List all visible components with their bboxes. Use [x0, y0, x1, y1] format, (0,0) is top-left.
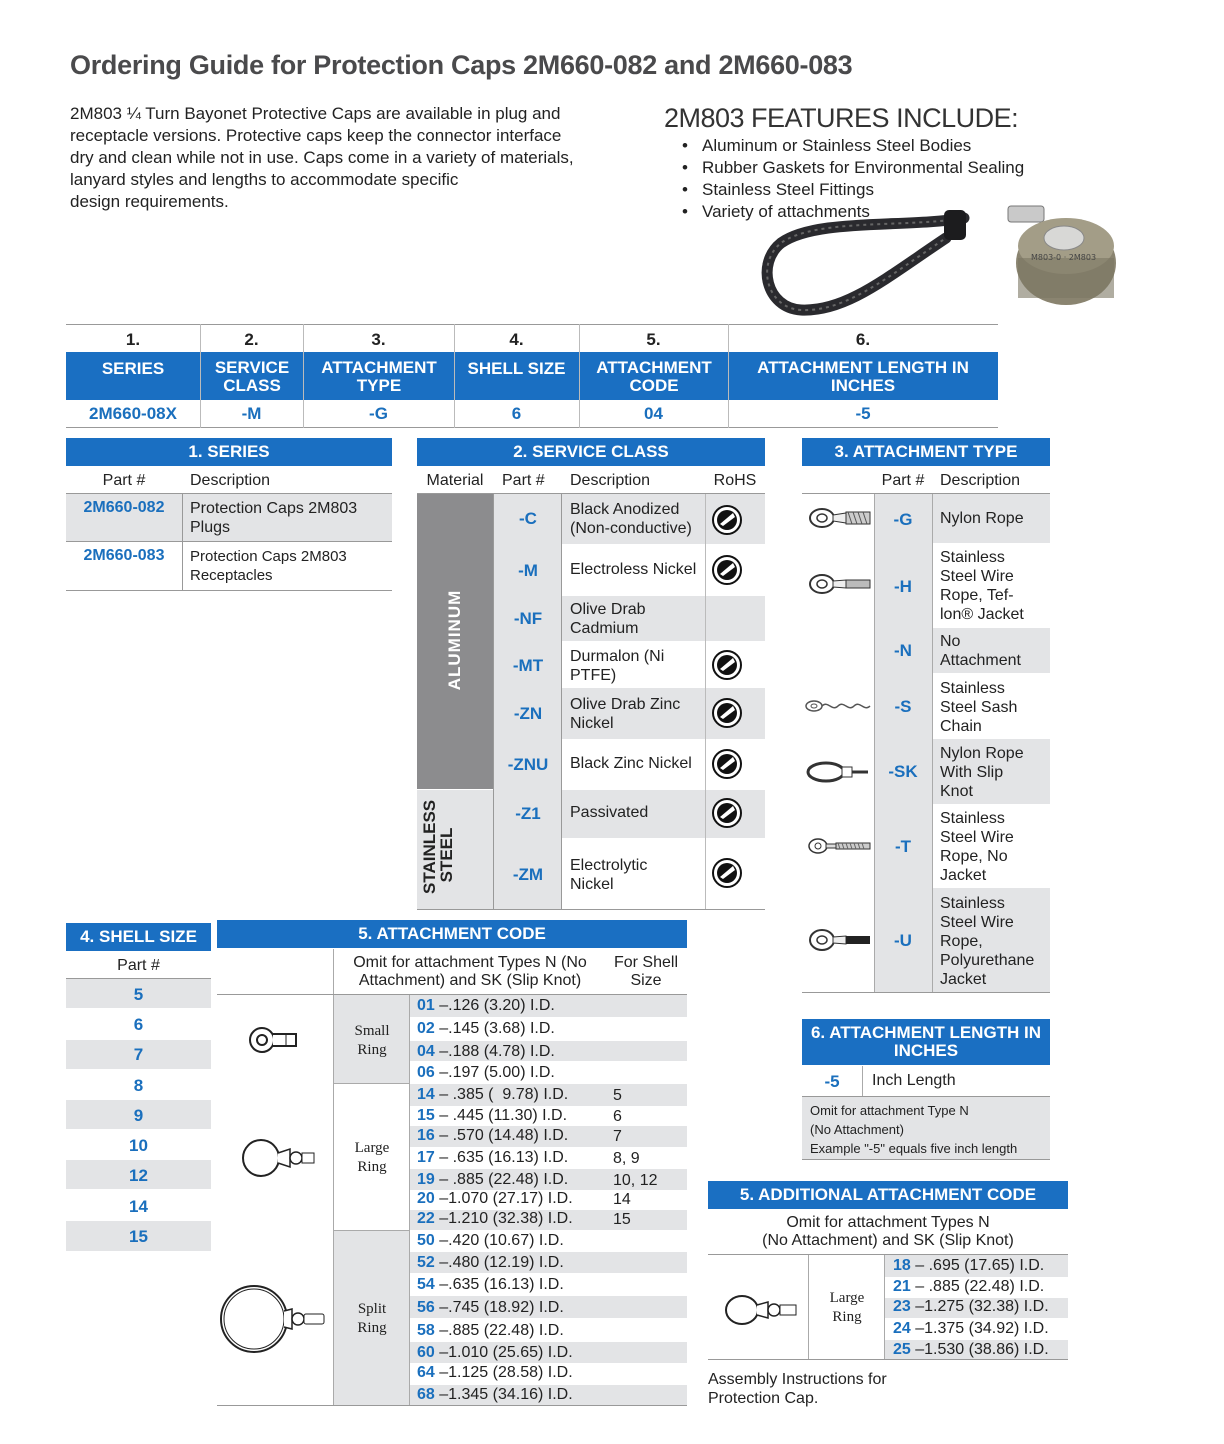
split-ring-label: Split Ring: [357, 1301, 387, 1336]
addl-row: 25 –1.530 (38.86) I.D.: [893, 1341, 1049, 1358]
attachment-code-header: 5. ATTACHMENT CODE: [217, 920, 687, 948]
service-desc: Durmalon (Ni PTFE): [570, 648, 665, 684]
acode-row: 04 –.188 (4.78) I.D.: [417, 1043, 555, 1060]
shell-size-header: 4. SHELL SIZE: [66, 923, 211, 951]
alen-note: Omit for attachment Type N (No Attachment) Example "-5" equals five inch length: [810, 1103, 1018, 1156]
service-class-header: 2. SERVICE CLASS: [417, 438, 765, 466]
addl-row: 24 –1.375 (34.92) I.D.: [893, 1320, 1049, 1337]
slip-knot-icon: [804, 760, 870, 784]
shell-size-item: 14: [129, 1197, 148, 1216]
atype-desc: Stainless Steel Wire Rope, No Jacket: [940, 810, 1014, 884]
protection-cap-image: [756, 198, 1116, 328]
material-aluminum: ALUMINUM: [445, 589, 464, 691]
service-col-material: Material: [426, 472, 484, 489]
atype-part: -SK: [888, 762, 918, 781]
acode-shell: 10, 12: [613, 1172, 658, 1189]
alen-code: -5: [824, 1072, 840, 1091]
rohs-icon: [711, 697, 743, 729]
order-num: 4.: [509, 330, 524, 349]
acode-row: 56 –.745 (18.92) I.D.: [417, 1299, 564, 1316]
order-label: SERIES: [101, 359, 165, 378]
order-value: 6: [511, 404, 522, 423]
material-stainless: STAINLESS STEEL: [420, 799, 456, 894]
attachment-length-header: 6. ATTACHMENT LENGTH IN INCHES: [802, 1019, 1050, 1065]
series-desc: Protection Caps 2M803 Plugs: [190, 500, 358, 536]
feature-item: • Aluminum or Stainless Steel Bodies: [682, 136, 972, 155]
acode-omit: Omit for attachment Types N (No Attachment) and SK (Slip Knot): [353, 954, 587, 989]
large-ring-label: Large Ring: [354, 1140, 390, 1175]
order-num: 2.: [244, 330, 259, 349]
service-part: -Z1: [515, 804, 541, 823]
service-desc: Olive Drab Cadmium: [570, 601, 646, 637]
order-num: 3.: [371, 330, 386, 349]
order-value: 2M660-08X: [89, 404, 177, 423]
order-label: ATTACHMENT CODE: [596, 358, 712, 395]
order-value: 04: [644, 404, 663, 423]
acode-shell: 7: [613, 1128, 622, 1145]
rohs-icon: [711, 554, 743, 586]
shell-size-item: 12: [129, 1166, 148, 1185]
addl-row: 18 – .695 (17.65) I.D.: [893, 1257, 1045, 1274]
acode-row: 01 –.126 (3.20) I.D.: [417, 997, 555, 1014]
service-col-part: Part #: [502, 472, 545, 489]
rohs-icon: [711, 748, 743, 780]
order-value: -M: [241, 404, 262, 423]
wire-rope-teflon-icon: [806, 572, 872, 596]
service-desc: Olive Drab Zinc Nickel: [570, 696, 681, 732]
acode-row: 50 –.420 (10.67) I.D.: [417, 1232, 564, 1249]
order-num: 1.: [125, 330, 141, 349]
acode-shell: 6: [613, 1108, 622, 1125]
addl-omit: Omit for attachment Types N (No Attachment) and SK (Slip Knot): [762, 1214, 1014, 1249]
acode-shell: 14: [613, 1191, 631, 1208]
sash-chain-icon: [804, 696, 874, 716]
acode-shell: 15: [613, 1211, 631, 1228]
atype-desc: Stainless Steel Wire Rope, Tef-lon® Jacket: [940, 549, 1024, 623]
small-ring-icon: [248, 1025, 300, 1055]
feature-item: • Variety of attachments: [682, 202, 870, 221]
atype-part: -U: [894, 931, 912, 950]
large-ring-icon: [722, 1292, 800, 1328]
atype-desc: Stainless Steel Wire Rope, Polyurethane Jacket: [940, 895, 1035, 988]
order-label: ATTACHMENT LENGTH IN INCHES: [757, 358, 969, 395]
series-header: 1. SERIES: [66, 438, 392, 466]
page-title: Ordering Guide for Protection Caps 2M660-082 and 2M660-083: [70, 50, 853, 80]
acode-row: 14 – .385 ( 9.78) I.D.: [417, 1086, 569, 1103]
series-part: 2M660-082: [83, 499, 165, 516]
acode-row: 15 – .445 (11.30) I.D.: [417, 1107, 568, 1124]
atype-part: -G: [893, 510, 913, 529]
atype-desc: Nylon Rope With Slip Knot: [940, 745, 1024, 800]
shell-size-item: 10: [129, 1136, 148, 1155]
rohs-icon: [711, 797, 743, 829]
series-col-desc: Description: [190, 472, 271, 489]
shell-size-item: 6: [133, 1015, 144, 1034]
service-part: -ZN: [513, 704, 543, 723]
atype-desc: No Attachment: [940, 633, 1021, 669]
atype-col-part: Part #: [881, 472, 925, 489]
rohs-icon: [711, 649, 743, 681]
large-ring-icon: [240, 1137, 318, 1179]
acode-row: 58 –.885 (22.48) I.D.: [417, 1322, 564, 1339]
acode-shell: 5: [613, 1087, 622, 1104]
features-heading: 2M803 FEATURES INCLUDE:: [664, 103, 1019, 133]
service-col-desc: Description: [570, 472, 651, 489]
acode-shell-col: For Shell Size: [613, 954, 679, 989]
feature-item: • Stainless Steel Fittings: [682, 180, 874, 199]
service-desc: Electroless Nickel: [570, 561, 697, 578]
acode-row: 60 –1.010 (25.65) I.D.: [417, 1344, 573, 1361]
addl-row: 23 –1.275 (32.38) I.D.: [893, 1298, 1049, 1315]
order-value: -5: [855, 404, 871, 423]
wire-rope-poly-icon: [806, 927, 872, 953]
order-value: -G: [369, 404, 388, 423]
shell-size-item: 9: [133, 1106, 144, 1125]
service-desc: Black Zinc Nickel: [570, 755, 692, 772]
split-ring-icon: [218, 1283, 330, 1355]
service-desc: Electrolytic Nickel: [570, 857, 648, 893]
rohs-icon: [711, 504, 743, 536]
atype-desc: Stainless Steel Sash Chain: [940, 680, 1018, 735]
shell-size-item: 5: [133, 985, 144, 1004]
order-num: 5.: [646, 330, 661, 349]
acode-row: 68 –1.345 (34.16) I.D.: [417, 1386, 573, 1403]
service-part: -M: [518, 561, 538, 580]
acode-row: 06 –.197 (5.00) I.D.: [417, 1064, 555, 1081]
service-part: -ZNU: [507, 755, 549, 774]
acode-row: 20 –1.070 (27.17) I.D.: [417, 1190, 573, 1207]
series-desc: Protection Caps 2M803 Receptacles: [190, 548, 347, 584]
service-part: -MT: [512, 656, 544, 675]
acode-row: 19 – .885 (22.48) I.D.: [417, 1171, 569, 1188]
additional-code-header: 5. ADDITIONAL ATTACHMENT CODE: [708, 1181, 1068, 1209]
shell-size-item: 8: [133, 1076, 144, 1095]
atype-part: -H: [894, 577, 912, 596]
atype-desc: Nylon Rope: [940, 510, 1024, 527]
atype-part: -T: [894, 837, 912, 856]
acode-row: 02 –.145 (3.68) I.D.: [417, 1020, 555, 1037]
attachment-type-header: 3. ATTACHMENT TYPE: [802, 438, 1050, 466]
shell-col-part: Part #: [117, 957, 160, 974]
order-label: ATTACHMENT TYPE: [321, 358, 437, 395]
acode-shell: 8, 9: [613, 1150, 640, 1167]
wire-rope-icon: [806, 836, 872, 856]
service-col-rohs: RoHS: [713, 472, 757, 489]
acode-row: 54 –.635 (16.13) I.D.: [417, 1276, 564, 1293]
nylon-rope-icon: [806, 506, 872, 530]
addl-row: 21 – .885 (22.48) I.D.: [893, 1278, 1045, 1295]
addl-label: Large Ring: [829, 1290, 865, 1325]
alen-desc: Inch Length: [872, 1072, 956, 1089]
shell-size-item: 7: [133, 1045, 144, 1064]
service-part: -ZM: [512, 865, 544, 884]
acode-row: 64 –1.125 (28.58) I.D.: [417, 1364, 573, 1381]
atype-part: -N: [894, 641, 912, 660]
acode-row: 16 – .570 (14.48) I.D.: [417, 1127, 569, 1144]
atype-col-desc: Description: [940, 472, 1021, 489]
assembly-instructions-link[interactable]: Assembly Instructions for Protection Cap.: [708, 1371, 887, 1407]
series-part: 2M660-083: [83, 547, 165, 564]
service-desc: Passivated: [570, 804, 649, 821]
service-desc: Black Anodized (Non-conductive): [570, 501, 692, 537]
service-part: -NF: [513, 609, 543, 628]
acode-row: 17 – .635 (16.13) I.D.: [417, 1149, 569, 1166]
intro-text: 2M803 ¼ Turn Bayonet Protective Caps are available in plug and receptacle versions. Protective caps keep the connector interface dry and clean while not in use. Caps come in a variety of materials, lanyard styles and lengths to accommodate specific design requirements.: [70, 104, 574, 211]
acode-row: 22 –1.210 (32.38) I.D.: [417, 1210, 573, 1227]
small-ring-label: Small Ring: [354, 1023, 390, 1058]
series-col-part: Part #: [102, 472, 146, 489]
service-part: -C: [519, 509, 537, 528]
atype-part: -S: [894, 697, 912, 716]
order-num: 6.: [855, 330, 871, 349]
shell-size-item: 15: [129, 1227, 148, 1246]
acode-row: 52 –.480 (12.19) I.D.: [417, 1254, 564, 1271]
order-label: SERVICE CLASS: [214, 358, 290, 395]
svg-text:M803-0 · 2M803: M803-0 · 2M803: [1031, 253, 1097, 262]
order-label: SHELL SIZE: [467, 359, 566, 378]
feature-item: • Rubber Gaskets for Environmental Sealing: [682, 158, 1025, 177]
rohs-icon: [711, 857, 743, 889]
